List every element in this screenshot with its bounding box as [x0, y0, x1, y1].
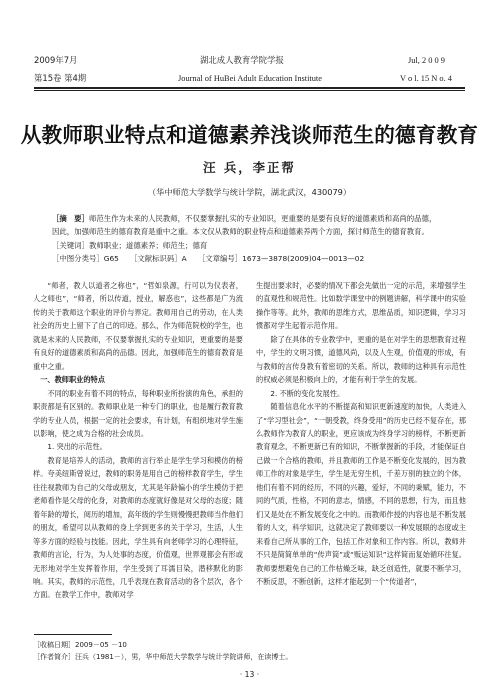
paragraph: 随着信息化水平的不断提高和知识更新速度的加快，人类进入了“学习型社会”，“一朝受教，终身受用”的历史已经不复存在，那么教师作为教育人的职业，更应该成为终身学习的榜样，不断更新教育观念，不断更新已有的知识，不断掌握新的手段，才能保证自己做一个合格的教师，并且教师的工作是不断变化发展的，因为教师工作的对象是学生，学生是无穷生机，千差万别的独立的个体，他们有着不同的经历，不同的兴趣，爱好，不同的秉赋，能力，不同的气质，性格，不同的意志，情感，不同的思想，行为，而且他们又是处在不断发展变化之中的。而教师作授的内容也是不断发展着的人文，科学知识，这就决定了教师要以一种发展眼的态度或主来看自己所从事的工作，包括工作对象和工作内容。所以，教师并不只是简简单单的“传声筒”或“贩运知识”这样简而复始循环往复。教师要想避免自己的工作枯燥乏味，缺乏创造性，就要不断学习，不断反思，不断创新，这样才能起到一个“传道者”， [256, 402, 466, 586]
header-date: 2009年7月 [34, 55, 78, 65]
subsection-heading: 2. 不断的变化发展性。 [270, 388, 345, 398]
paragraph: 不同的职业有着不同的特点，每种职业所扮演的角色，承担的职责都是有区别的。教师职业是一种专门的职业，也是履行教育教学的专业人员，根据一定的社会要求，有计划，有组织地对学生施以影响，使之成为合格的社会成员。 [33, 388, 243, 438]
body-column-right [256, 279, 466, 588]
page-number: · 13 · [239, 670, 260, 679]
header-date-en: Jul, 2 0 0 9 [408, 56, 445, 65]
abstract-label: ［摘 要］ [52, 214, 89, 223]
classification-line: ［中图分类号］G65 ［文献标识码］A ［文章编号］1673—3878(2009)04—0013—02 [52, 254, 365, 263]
paragraph: 教育是培养人的活动，教师的言行举止是学生学习和模仿的榜样。夸美纽斯曾说过，教师的职务是用自己的榜样教育学生，学生往往视教师为自己的父母或朋友，尤其是年龄偏小的学生模仿于把老师看作是父母的化身，对教师的态度就好像是对父母的态度；随着年龄的增长，阅历的增加，高年级的学生则慢慢把教师当作他们的朋友，希望可以从教师的身上学到更多的关于学习，生活，人生等多方面的经验与技能。因此，学生具有向老师学习的心理特征，教师的言论，行为，为人处事的态度，价值观，世界观都会有形或无形地对学生发挥着作用，学生受到了耳濡目染，潜移默化的影响。其实，教师的示范性，几乎表现在教育活动的各个层次，各个方面。在教学工作中，教师对学 [33, 455, 243, 600]
footnote-author-bio: ［作者简介］汪兵（1981－），男，华中师范大学数学与统计学院讲师，在读博士。 [33, 653, 293, 661]
paragraph: 除了在具体的专业教学中，更重的是在对学生的思想教育过程中，学生的文明习惯，道德风尚，以及人生观，价值观的形成，有与教师的言传身教有着密切的关系。所以，教师的这种具有示范性的权威必须是积极向上的，才能有利于学生的发展。 [256, 334, 466, 385]
subsection-heading: 1. 突出的示范性。 [47, 442, 107, 452]
keywords-line [52, 240, 207, 251]
header-volume-issue: 第15卷 第4期 [34, 73, 87, 83]
header-rule-thick [34, 87, 465, 89]
abstract-line-1 [52, 212, 447, 225]
keywords: 教师职业；道德素养；师范生；德育 [88, 241, 208, 250]
footnote-rule [34, 634, 112, 635]
header-journal-cn: 湖北成人教育学院学报 [200, 55, 284, 65]
paragraph: “师者，教人以道者之称也”，“哲如泉源，行可以为仪表者，人之师也”，“师者，所以传道，授业，解惑也”，这些都是广为流传的关于教师这个职业的评价与界定。教师用自己的劳动，在人类社会的历史上留下了自己的印迹。那么，作为师范院校的学生，也就是未来的人民教师，不仅要掌握扎实的专业知识，更重要的是要有良好的道德素质和高尚的品德。因此，加强师范生的德育教育是重中之重。 [33, 281, 243, 371]
body-column-left [33, 279, 243, 602]
article-title: 从教师职业特点和道德素养浅谈师范生的德育教育 [20, 123, 479, 147]
abstract-text-1: 师范生作为未来的人民教师，不仅要掌握扎实的专业知识，更重要的是要有良好的道德素质和高尚的品德， [88, 214, 437, 223]
abstract-line-2: 因此，加强师范生的德育教育是重中之重。本文仅从教师的职业特点和道德素养两个方面，探讨师范生的德育教育。 [52, 227, 429, 236]
keywords-label: ［关键词］ [52, 241, 89, 250]
header-rule-thin [34, 90, 465, 91]
article-affiliation: （华中师范大学数学与统计学院，湖北武汉，430079） [147, 187, 352, 197]
abstract [52, 212, 447, 238]
header-volume-en: V o l. 15 N o. 4 [400, 74, 452, 83]
header-journal-en: Journal of HuBei Adult Education Institute [178, 74, 322, 83]
footnote-received: ［收稿日期］2009－05 －10 [33, 641, 127, 649]
article-authors: 汪 兵，李正帮 [203, 160, 296, 175]
paragraph-continued: 生提出要求时，必要的情况下都会先做出一定的示范，来增强学生的直观性和规范性。比如数学课堂中的例题讲解，科学课中的实验操作等等。此外，教师的思维方式，思维品质，知识逻辑，学习习惯都对学生起着示范作用。 [256, 281, 466, 331]
section-heading: 一、教师职业的特点 [40, 375, 105, 385]
